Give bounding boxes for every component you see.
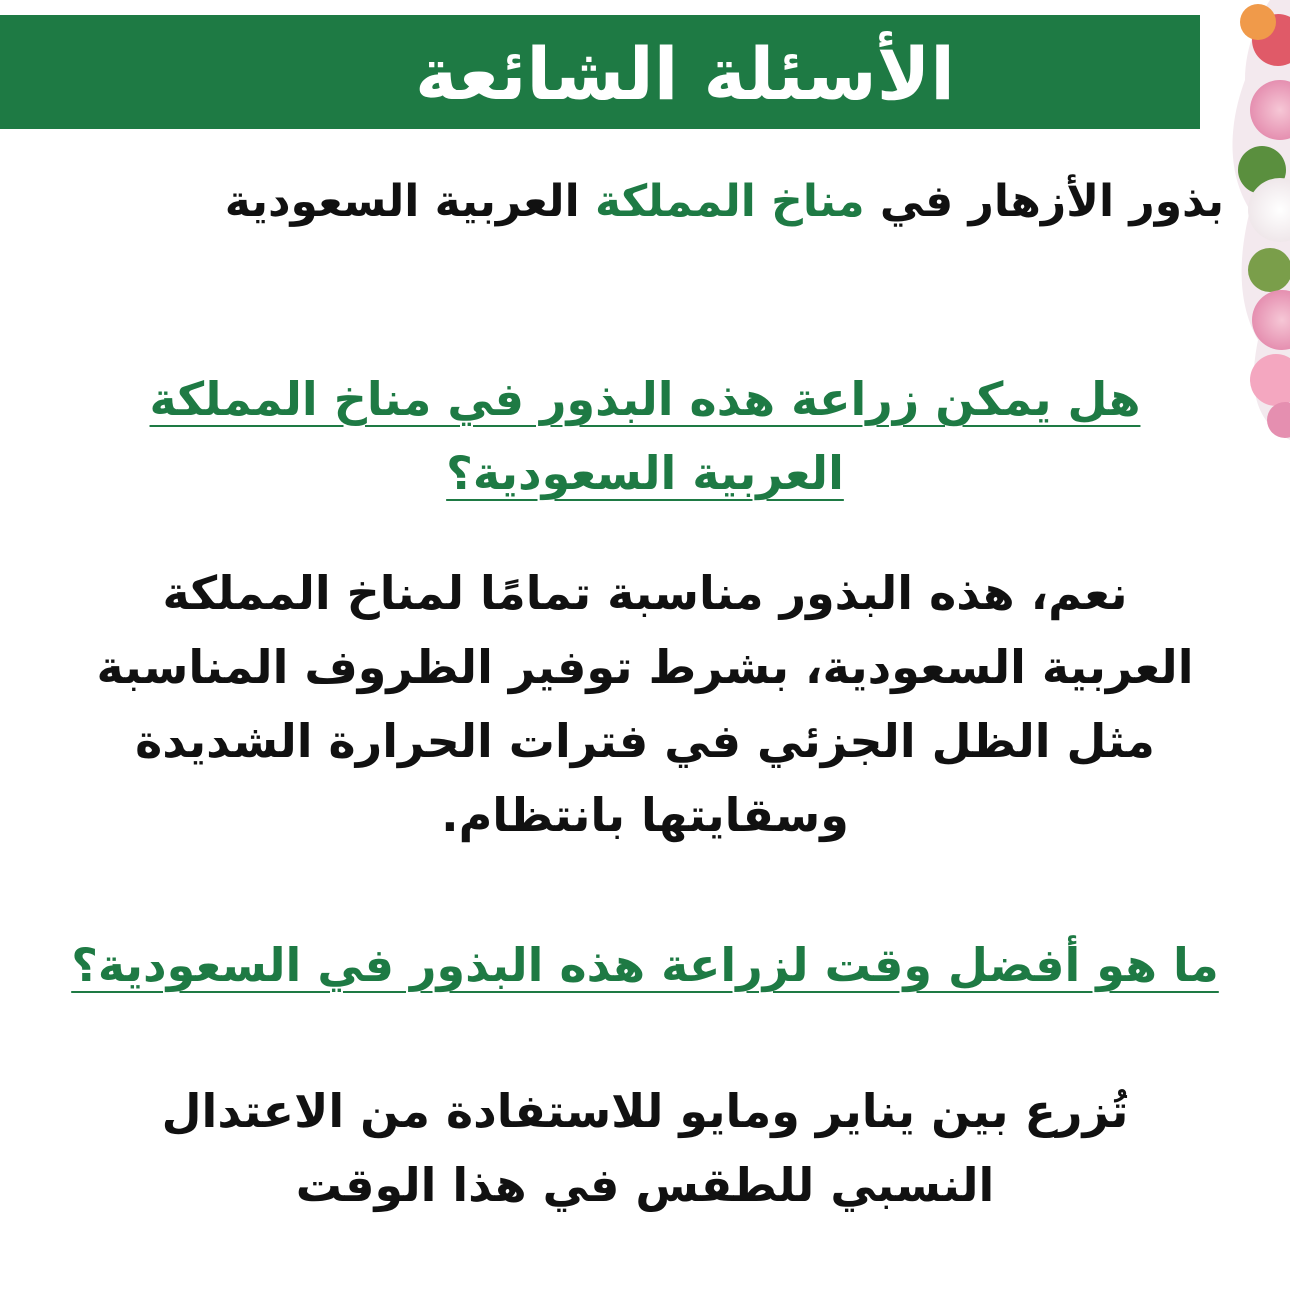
subtitle: [64, 170, 1224, 234]
page-title: الأسئلة الشائعة: [415, 32, 955, 116]
faq-question-2-link[interactable]: ما هو أفضل وقت لزراعة هذه البذور في السعودية؟: [71, 938, 1219, 992]
faq-answer-1: نعم، هذه البذور مناسبة تمامًا لمناخ المملكة العربية السعودية، بشرط توفير الظروف المناسبة مثل الظل الجزئي في فترات الحرارة الشديدة وسقايتها بانتظام.: [96, 566, 1194, 842]
faq-question-1-link[interactable]: هل يمكن زراعة هذه البذور في مناخ المملكة العربية السعودية؟: [149, 372, 1141, 500]
subtitle-part2: العربية السعودية: [224, 176, 595, 227]
faq-answer-2: تُزرع بين يناير ومايو للاستفادة من الاعتدال النسبي للطقس في هذا الوقت: [161, 1084, 1129, 1212]
subtitle-part1: بذور الأزهار في: [864, 176, 1224, 227]
subtitle-accent: مناخ المملكة: [594, 176, 865, 227]
